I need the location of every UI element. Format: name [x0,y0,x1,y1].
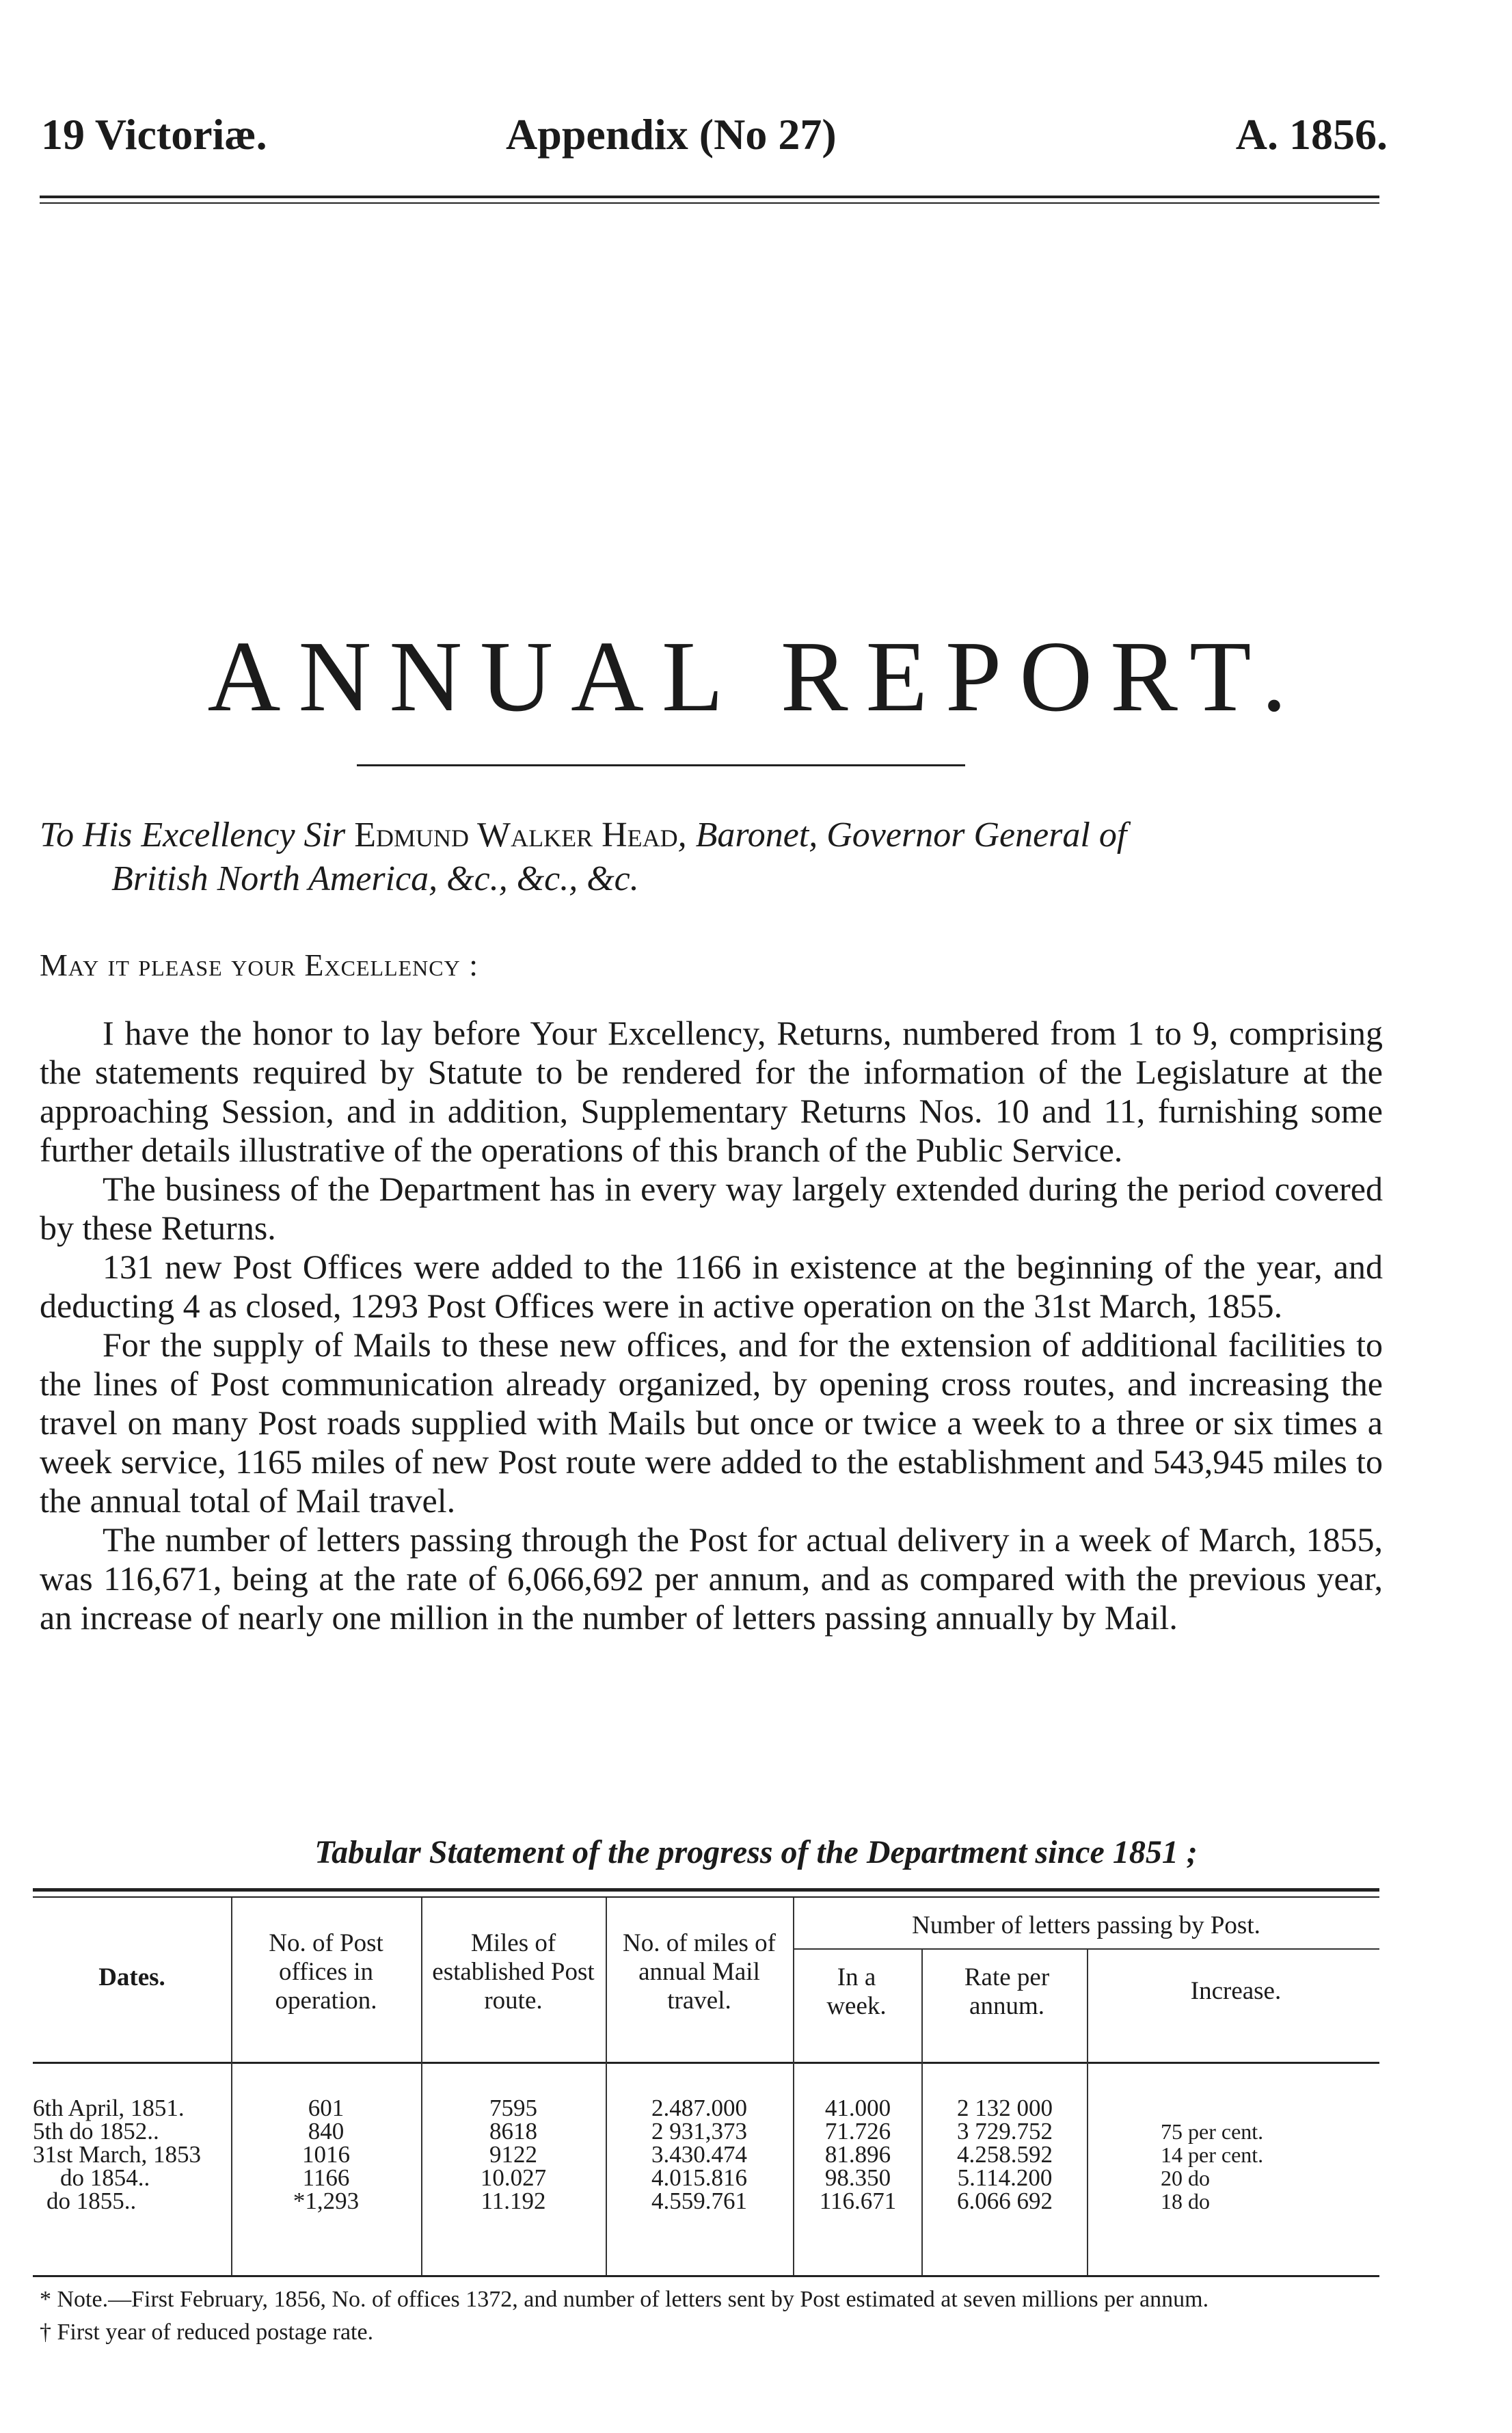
table-cell [1161,2097,1373,2120]
column-divider [606,1898,607,2275]
report-body [40,1014,1383,1637]
footnote: * Note.—First February, 1856, No. of offices 1372, and number of letters sent by Post estimated at seven millions per annum. [40,2287,1209,2312]
table-cell: 10.027 [480,2164,547,2191]
column-divider [793,1898,794,2275]
table-cell: 81.896 [824,2141,891,2168]
header-center: Appendix (No 27) [506,110,837,159]
column-divider [421,1898,422,2275]
paragraph: The business of the Department has in every way largely extended during the period covered by these Returns. [40,1170,1383,1247]
table-cell: *1,293 [293,2188,360,2214]
header-offices: No. of Post offices in operation. [269,1929,383,2015]
footnotes [40,2287,1379,2352]
page-title: ANNUAL REPORT. [207,621,1305,733]
table-cell: 3.430.474 [651,2141,747,2168]
table-cell: 4.559.761 [651,2188,747,2214]
table-cell: do 1854.. [60,2164,150,2191]
paragraph: The number of letters passing through the Post for actual delivery in a week of March, 1855, was 116,671, being at the rate of 6,066,692 per annum, and as compared with the previous year, an increase of nearly one million in the number of letters passing annually by Mail. [40,1520,1383,1637]
paragraph: For the supply of Mails to these new offices, and for the extension of additional facilities to the lines of Post communication already organized, by opening cross routes, and increasing the travel on many Post roads supplied with Mails but once or twice a week to a three or six times a week service, 1165 miles of new Post route were added to the establishment and 543,945 miles to the annual total of Mail travel. [40,1326,1383,1520]
table-cell: 3 729.752 [957,2118,1053,2145]
header-letters-group: Number of letters passing by Post. [912,1911,1260,1939]
table-cell: 9122 [489,2141,537,2168]
table-cell: 71.726 [824,2118,891,2145]
header-dates: Dates. [98,1963,165,1991]
footnote: † First year of reduced postage rate. [40,2320,374,2345]
table-cell: 116.671 [819,2188,897,2214]
table-cell: 41.000 [824,2095,891,2121]
address-block [40,814,1386,901]
title-rule [357,764,965,766]
table-cell: 75 per cent. [1161,2119,1264,2144]
col-miles-route [424,2097,602,2213]
header-increase: Increase. [1190,1977,1282,2005]
table-cell: 1016 [302,2141,350,2168]
table-cell: 6th April, 1851. [33,2095,185,2121]
table-rule [33,1896,1379,1898]
paragraph: I have the honor to lay before Your Excellency, Returns, numbered from 1 to 9, comprising the statements required by Statute to be rendered for the information of the Legislature at the approaching Session, and in addition, Supplementary Returns Nos. 10 and 11, furnishing some further details illustrative of the operations of this branch of the Public Service. [40,1014,1383,1169]
address-prefix: To His Excellency Sir [40,816,346,855]
table-cell: 2 931,373 [651,2118,747,2145]
table-rule [33,1888,1379,1892]
table-caption: Tabular Statement of the progress of the Department since 1851 ; [314,1834,1198,1870]
col-increase [1161,2097,1373,2213]
table-cell: 14 per cent. [1161,2142,1264,2167]
col-miles-travel [609,2097,789,2213]
table-cell: 18 do [1161,2189,1210,2214]
progress-table [33,1888,1379,2278]
col-offices [234,2097,418,2213]
group-rule [793,1948,1379,1950]
table-cell: 4.015.816 [651,2164,747,2191]
table-cell: 8618 [489,2118,537,2145]
page-header [34,109,1394,171]
table-cell: do 1855.. [46,2188,137,2214]
table-cell: 98.350 [824,2164,891,2191]
column-divider [1087,1948,1088,2275]
address-line2: British North America, &c., &c., &c. [111,859,639,898]
salutation: May it please your Excellency : [40,947,478,982]
col-week [796,2097,920,2213]
table-cell: 7595 [489,2095,537,2121]
address-name: Edmund Walker Head [354,816,678,855]
table-cell: 11.192 [481,2188,546,2214]
table-cell: 20 do [1161,2166,1210,2190]
table-cell: 2.487.000 [651,2095,747,2121]
header-annum: Rate per annum. [964,1963,1050,2020]
address-suffix: , Baronet, Governor General of [677,816,1127,855]
header-right: A. 1856. [1235,110,1388,159]
table-cell: 5th do 1852.. [33,2118,159,2145]
table-cell: 6.066 692 [957,2188,1053,2214]
table-rule [33,2275,1379,2277]
column-divider [921,1948,923,2275]
header-rule [40,196,1379,204]
header-miles-route: Miles of established Post route. [432,1929,595,2015]
paragraph: 131 new Post Offices were added to the 1166 in existence at the beginning of the year, and deducting 4 as closed, 1293 Post Offices were in active operation on the 31st March, 1855. [40,1248,1383,1325]
table-cell: 1166 [302,2164,350,2191]
table-rule [33,2062,1379,2064]
table-cell: 840 [308,2118,345,2145]
table-cell: 4.258.592 [957,2141,1053,2168]
table-cell: 2 132 000 [957,2095,1053,2121]
header-week: In a week. [826,1963,887,2020]
table-cell: 31st March, 1853 [33,2141,201,2168]
column-divider [231,1898,232,2275]
header-left: 19 Victoriæ. [41,110,267,159]
col-annum [924,2097,1085,2213]
table-cell: 5.114.200 [957,2164,1053,2191]
header-miles-travel: No. of miles of annual Mail travel. [622,1929,777,2015]
table-cell: 601 [308,2095,345,2121]
col-dates [33,2097,231,2213]
